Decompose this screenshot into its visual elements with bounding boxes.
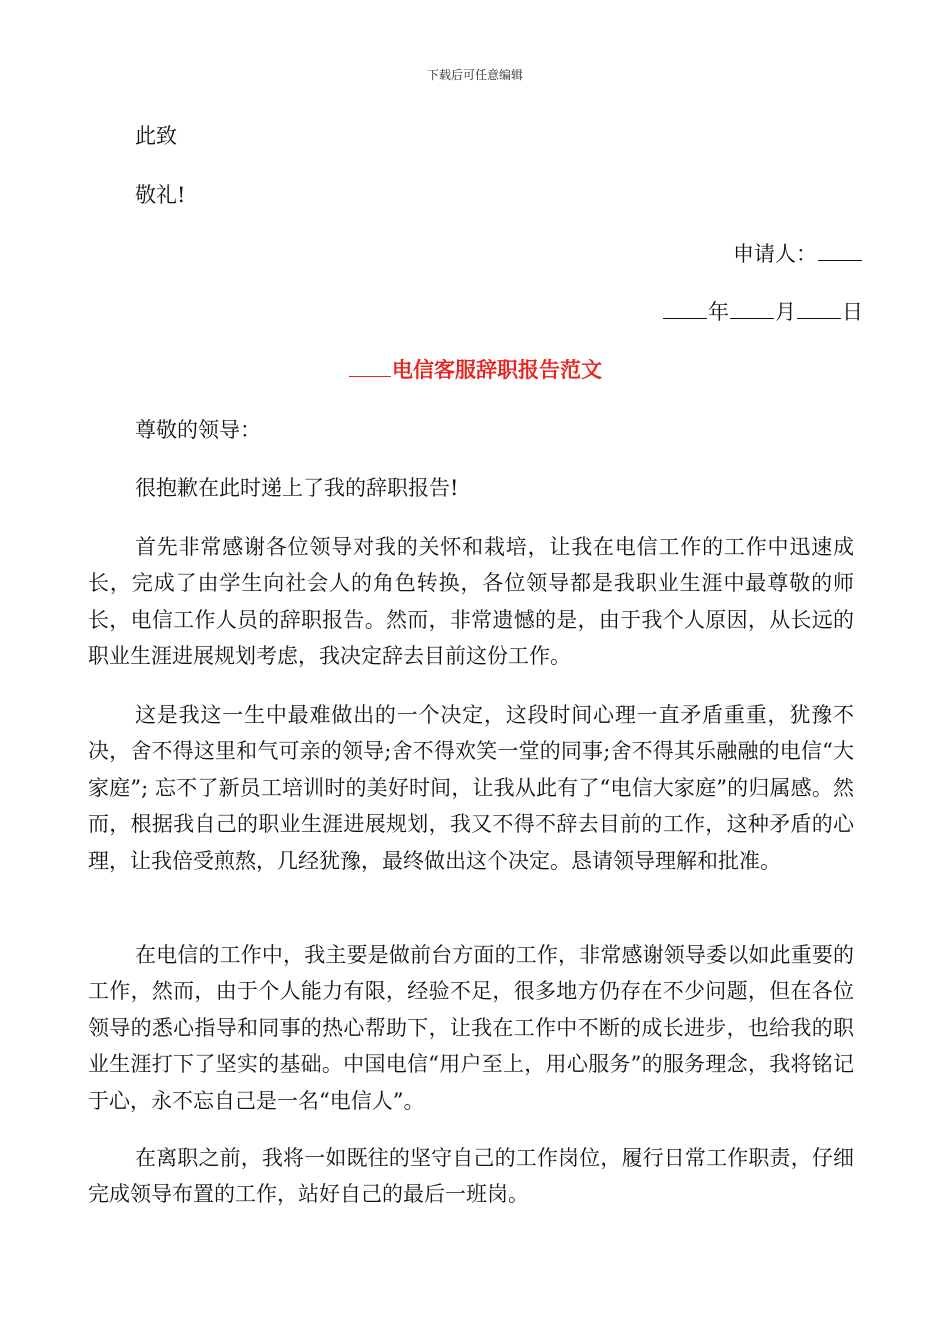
document-title: [0, 354, 950, 384]
closing-salute-2: 敬礼!: [135, 183, 186, 207]
month-blank: [730, 296, 774, 319]
closing-salute-1: 此致: [135, 124, 177, 148]
year-label: 年: [708, 300, 729, 324]
body-paragraph-3: 在电信的工作中，我主要是做前台方面的工作，非常感谢领导委以如此重要的工作，然而，由于个人能力有限，经验不足，很多地方仍存在不少问题，但在各位领导的悉心指导和同事的热心帮助下，让我在工作中不断的成长进步，也给我的职业生涯打下了坚实的基础。中国电信“用户至上，用心服务”的服务理念，我将铭记于心，永不忘自己是一名“电信人”。: [88, 943, 854, 1113]
page-header-note: 下载后可任意编辑: [426, 68, 523, 82]
body-paragraph-2: 这是我这一生中最难做出的一个决定，这段时间心理一直矛盾重重，犹豫不决，舍不得这里和气可亲的领导;舍不得欢笑一堂的同事;舍不得其乐融融的电信“大家庭”; 忘不了新员工培训时的美好时间，让我从此有了“电信大家庭”的归属感。然而，根据我自己的职业生涯进展规划，我又不得不辞去目前的工作，这种矛盾的心理，让我倍受煎熬，几经犹豫，最终做出这个决定。恳请领导理解和批准。: [88, 703, 854, 873]
date-line: [662, 294, 863, 330]
month-label: 月: [775, 300, 796, 324]
title-blank: [349, 354, 391, 377]
year-blank: [663, 296, 707, 319]
body-paragraph-4: 在离职之前，我将一如既往的坚守自己的工作岗位，履行日常工作职责，仔细完成领导布置的工作，站好自己的最后一班岗。: [88, 1146, 854, 1207]
applicant-blank: [818, 238, 862, 261]
letter-opening: 很抱歉在此时递上了我的辞职报告!: [135, 476, 459, 500]
body-paragraph-1: 首先非常感谢各位领导对我的关怀和栽培，让我在电信工作的工作中迅速成长，完成了由学生向社会人的角色转换，各位领导都是我职业生涯中最尊敬的师长，电信工作人员的辞职报告。然而，非常遗憾的是，由于我个人原因，从长远的职业生涯进展规划考虑，我决定辞去目前这份工作。: [88, 535, 854, 669]
applicant-label: 申请人：: [733, 242, 817, 266]
applicant-line: [733, 236, 863, 272]
letter-greeting: 尊敬的领导：: [135, 418, 261, 442]
day-blank: [797, 296, 841, 319]
title-text: 电信客服辞职报告范文: [392, 358, 602, 382]
day-label: 日: [842, 300, 863, 324]
